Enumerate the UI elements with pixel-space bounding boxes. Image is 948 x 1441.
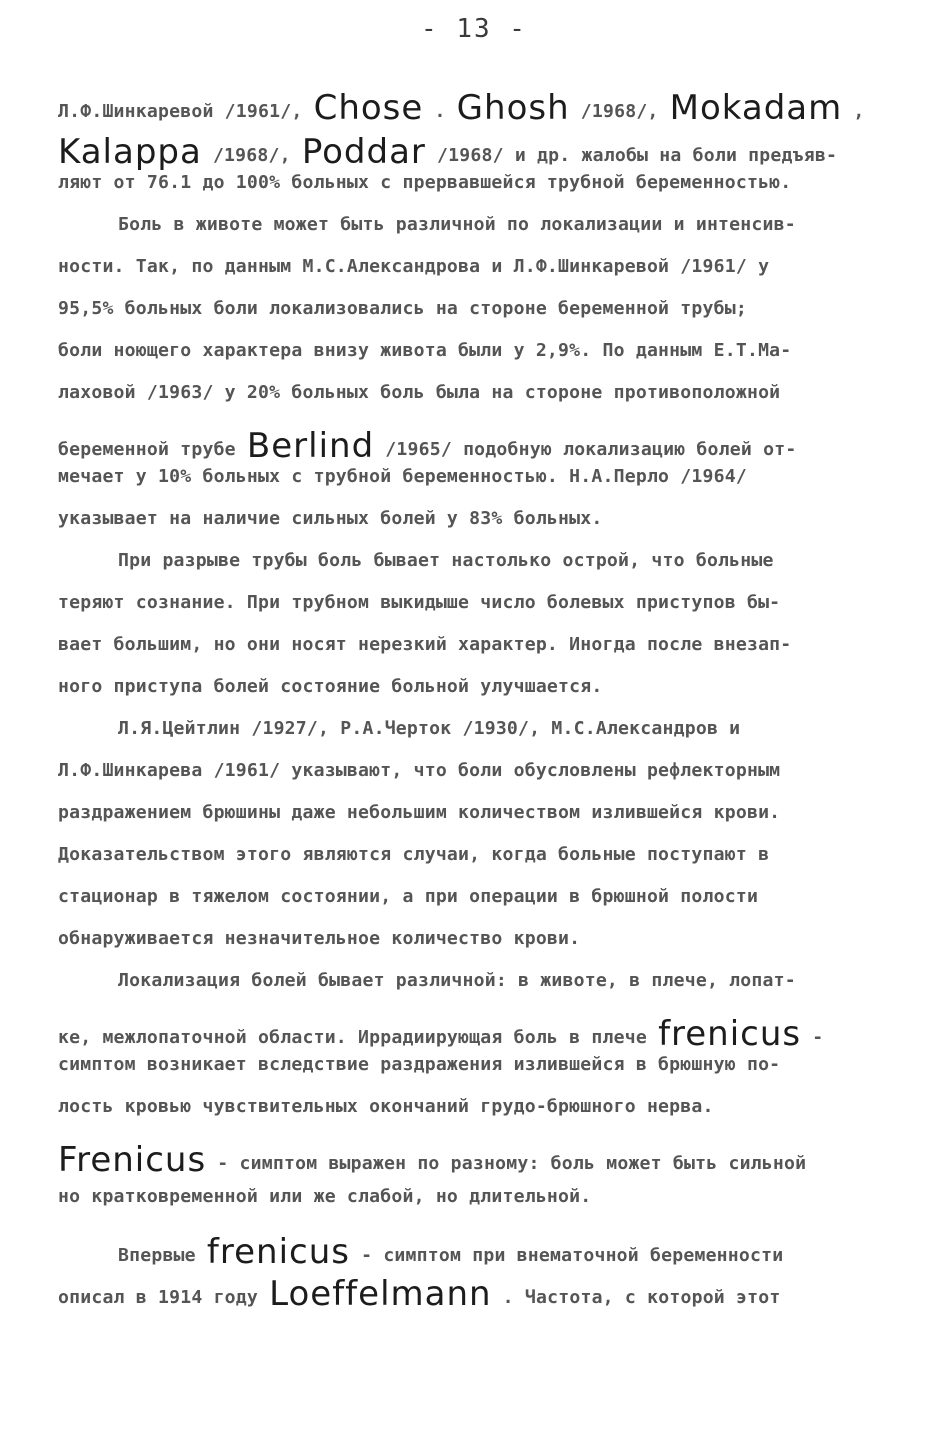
- handwritten-word: frenicus: [658, 1014, 802, 1054]
- typed-text: - симптом при внематочной беременности: [349, 1245, 784, 1266]
- typed-text: раздражением брюшины даже небольшим количеством излившейся крови.: [58, 802, 781, 823]
- typed-text: Л.Я.Цейтлин /1927/, Р.А.Черток /1930/, М.С.Александров и: [118, 718, 741, 739]
- typed-text: ке, межлопаточной области. Иррадиирующая боль в плече: [58, 1027, 659, 1048]
- typed-text: ного приступа болей состояние больной улучшается.: [58, 676, 603, 697]
- text-line: [0, 382, 948, 403]
- handwritten-word: Berlind: [246, 426, 375, 466]
- text-line: [0, 634, 948, 655]
- typed-text: лость кровью чувствительных окончаний грудо-брюшного нерва.: [58, 1096, 714, 1117]
- typed-text: Боль в животе может быть различной по локализации и интенсив-: [118, 214, 796, 235]
- text-line: [0, 1186, 948, 1207]
- typed-text: ности. Так, по данным М.С.Александрова и Л.Ф.Шинкаревой /1961/ у: [58, 256, 770, 277]
- text-line: [0, 802, 948, 823]
- typed-text: Л.Ф.Шинкарева /1961/ указывают, что боли обусловлены рефлекторным: [58, 760, 781, 781]
- text-line: [0, 1054, 948, 1075]
- typed-text: лаховой /1963/ у 20% больных боль была на стороне противоположной: [58, 382, 781, 403]
- text-line: [0, 592, 948, 613]
- text-line: [0, 970, 948, 991]
- text-line: [0, 466, 948, 487]
- text-line: [0, 760, 948, 781]
- text-line: [0, 424, 948, 464]
- typed-text: . Частота, с которой этот: [491, 1287, 781, 1308]
- text-line: [0, 1138, 948, 1178]
- text-line: [0, 1272, 948, 1312]
- handwritten-word: Chose: [313, 88, 424, 128]
- text-line: [0, 1230, 948, 1270]
- typed-text: -: [801, 1027, 824, 1048]
- typed-text: беременной трубе: [58, 439, 247, 460]
- typed-text: Локализация болей бывает различной: в животе, в плече, лопат-: [118, 970, 796, 991]
- text-line: [0, 298, 948, 319]
- text-line: [0, 508, 948, 529]
- typed-text: описал в 1914 году: [58, 1287, 270, 1308]
- typed-text: Впервые: [118, 1245, 207, 1266]
- text-line: [0, 1012, 948, 1052]
- typed-text: Доказательством этого являются случаи, когда больные поступают в: [58, 844, 770, 865]
- typed-text: теряют сознание. При трубном выкидыше число болевых приступов бы-: [58, 592, 781, 613]
- typed-text: указывает на наличие сильных болей у 83% больных.: [58, 508, 603, 529]
- typed-text: - симптом выражен по разному: боль может быть сильной: [206, 1153, 807, 1174]
- typed-text: стационар в тяжелом состоянии, а при операции в брюшной полости: [58, 886, 759, 907]
- text-line: [0, 256, 948, 277]
- typed-text: мечает у 10% больных с трубной беременностью. Н.А.Перло /1964/: [58, 466, 747, 487]
- text-line: [0, 86, 948, 126]
- text-line: [0, 718, 948, 739]
- typed-text: При разрыве трубы боль бывает настолько острой, что больные: [118, 550, 774, 571]
- page-number: - 13 -: [421, 14, 527, 44]
- text-line: [0, 172, 948, 193]
- typed-text: 95,5% больных боли локализовались на стороне беременной трубы;: [58, 298, 747, 319]
- handwritten-word: frenicus: [206, 1232, 350, 1272]
- handwritten-word: Ghosh: [456, 88, 570, 128]
- typed-text: Л.Ф.Шинкаревой /1961/,: [58, 101, 314, 122]
- text-line: [0, 1096, 948, 1117]
- typed-text: симптом возникает вследствие раздражения излившейся в брюшную по-: [58, 1054, 781, 1075]
- typed-text: обнаруживается незначительное количество крови.: [58, 928, 581, 949]
- text-line: [0, 130, 948, 170]
- typed-text: /1968/,: [569, 101, 670, 122]
- text-line: [0, 550, 948, 571]
- handwritten-word: Poddar: [301, 132, 426, 172]
- typed-text: но кратковременной или же слабой, но длительной.: [58, 1186, 592, 1207]
- typed-text: ляют от 76.1 до 100% больных с прервавшейся трубной беременностью.: [58, 172, 792, 193]
- handwritten-word: Mokadam: [669, 88, 843, 128]
- handwritten-word: Loeffelmann: [269, 1274, 492, 1314]
- text-line: [0, 214, 948, 235]
- typed-text: .: [423, 101, 457, 122]
- text-line: [0, 340, 948, 361]
- text-line: [0, 928, 948, 949]
- typed-text: ,: [842, 101, 865, 122]
- typed-text: боли ноющего характера внизу живота были у 2,9%. По данным Е.Т.Ма-: [58, 340, 792, 361]
- typed-text: вает большим, но они носят нерезкий характер. Иногда после внезап-: [58, 634, 792, 655]
- typed-text: /1965/ подобную локализацию болей от-: [374, 439, 797, 460]
- typed-text: /1968/ и др. жалобы на боли предъяв-: [425, 145, 838, 166]
- text-line: [0, 844, 948, 865]
- text-line: [0, 886, 948, 907]
- handwritten-word: Kalappa: [58, 132, 202, 172]
- text-line: [0, 676, 948, 697]
- typed-text: /1968/,: [201, 145, 302, 166]
- handwritten-word: Frenicus: [58, 1140, 207, 1180]
